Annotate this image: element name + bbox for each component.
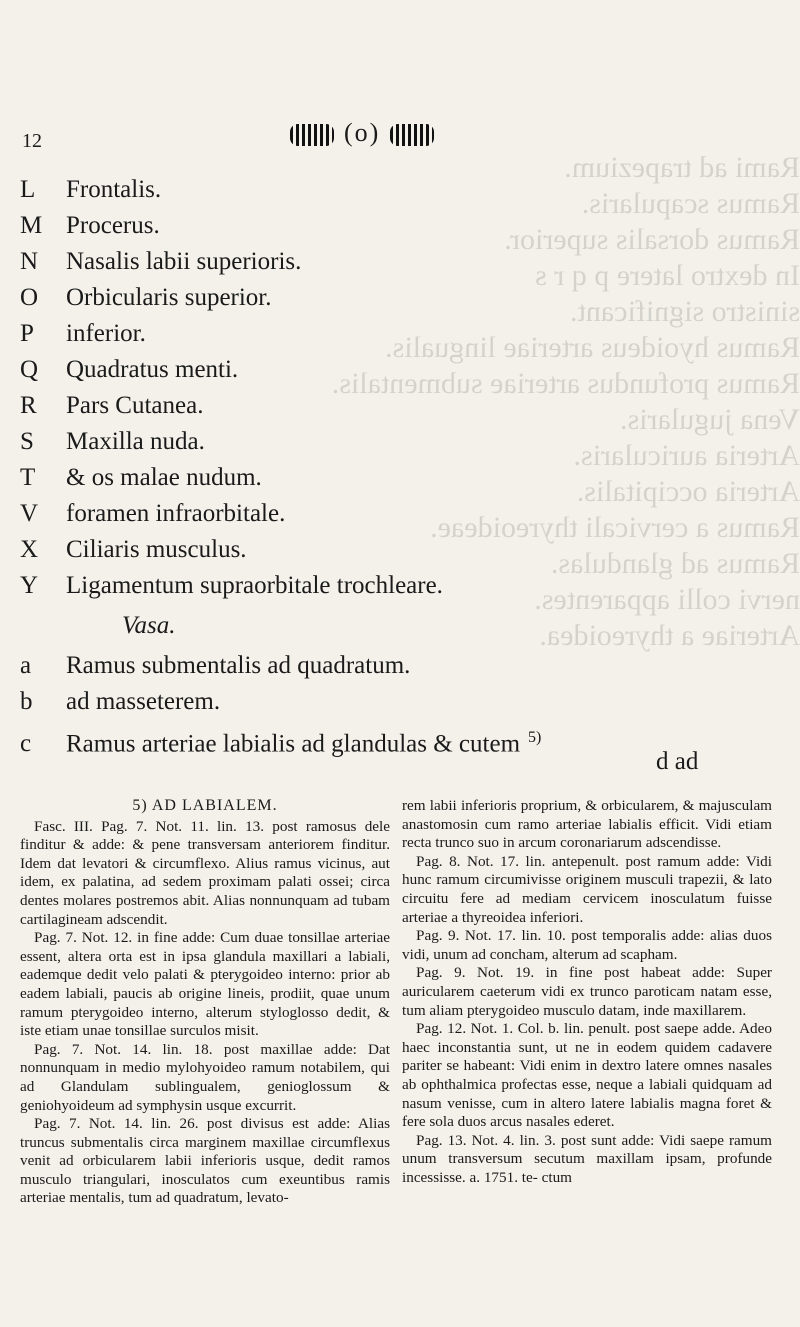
legend-text: Orbicularis superior. (66, 284, 272, 311)
vasa-text: Ramus submentalis ad quadratum. (66, 652, 411, 679)
vasa-heading: Vasa. (122, 612, 176, 639)
vasa-key: b (20, 688, 33, 715)
legend-item (20, 388, 780, 424)
legend-item (20, 568, 780, 604)
legend-item (20, 244, 780, 280)
legend-key: P (20, 320, 34, 347)
vasa-text: Ramus arteriae labialis ad glandulas & cutem (66, 730, 521, 758)
legend-text: Maxilla nuda. (66, 428, 205, 455)
footnotes-left-column (20, 797, 390, 1208)
bleed-through-text: Rami ad trapezium. Ramus scapularis. Ramus dorsalis superior. In dextro latere p q r s sinistro significant. Ramus hyoideus arteriae lingualis. Ramus profundus arteriae submentalis. Vena jugularis. Arteria auricularis. Arteria occipitalis. Ramus a cervicali thyreoideae. Ramus ad glandulas. nervi colli apparentes. Arteriae a thyreoidea. (331, 151, 800, 652)
legend-key: N (20, 248, 39, 275)
vasa-text: ad masseterem. (66, 688, 221, 715)
legend-key: R (20, 392, 37, 419)
legend-key: T (20, 464, 36, 491)
vasa-item (20, 684, 780, 720)
ornament-right-icon (390, 124, 434, 146)
legend-item (20, 496, 780, 532)
footnote-paragraph: Pag. 9. Not. 19. in fine post habeat adde: Super auricularem caeterum vidi ex trunco paroticam natam esse, tum aliam pterygoideo musculo datam, inde maxillarem. (402, 964, 772, 1019)
ornament-left-icon (290, 124, 334, 146)
footnote-title: 5) AD LABIALEM. (132, 797, 278, 814)
legend-key: S (20, 428, 34, 455)
footnote-paragraph: Pag. 7. Not. 14. lin. 18. post maxillae adde: Dat nonnunquam in medio mylohyoideo ramum notabilem, qui ad Glandulam sublingualem, genioglossum & geniohyoideum ad symphysin usque excurrit. (20, 1040, 390, 1114)
legend-key: Q (20, 356, 39, 383)
footnote-paragraph: Pag. 7. Not. 12. in fine adde: Cum duae tonsillae arteriae essent, altera orta est in ipsa glandula maxillari a labiali, eademque dedit velo palati & pterygoideo interno: prior ab eadem labiali, paucis ab origine lineis, prodiit, quae unum ramum pterygoideo interno, alterum styloglosso dedit, & iste etiam unae tonsillae surculos misit. (20, 929, 390, 1040)
legend-item (20, 208, 780, 244)
page-number: 12 (22, 130, 42, 152)
footnote-paragraph: Pag. 13. Not. 4. lin. 3. post sunt adde: Vidi saepe ramum unum transversum secutum maxillam ipsam, profunde incessisse. a. 1751. te- ctum (402, 1131, 772, 1186)
running-head (280, 118, 444, 148)
legend-text: inferior. (66, 320, 146, 347)
figure-legend (20, 172, 780, 756)
footnote-paragraph: Pag. 7. Not. 14. lin. 26. post divisus est adde: Alias truncus submentalis circa marginem maxillae circumflexus venit ad orbicularem labii inferioris usque, dedit ramos musculo triangulari, inosculatos cum exeuntibus ramis arteriae mentalis, tum ad quadratum, levato- (20, 1115, 390, 1207)
footnote-ref: 5) (528, 729, 542, 746)
legend-key: O (20, 284, 39, 311)
footnote-paragraph: rem labii inferioris proprium, & orbicularem, & majusculam anastomosin cum ramo arteriae labialis efficit. Vidi etiam recta trunco suo in arcum coronariarum adscendisse. (402, 797, 772, 852)
legend-text: Nasalis labii superioris. (66, 248, 302, 275)
running-head-text: (o) (344, 118, 381, 147)
footnote-paragraph: Fasc. III. Pag. 7. Not. 11. lin. 13. post ramosus dele finditur & adde: & pene transversam anteriorem finditur. Idem dat levatori & circumflexo. Alius ramus vicinus, aut idem, ex palatina, ad sedem proximam palati ossei; circa dentes molares postremos abit. Alias nonnunquam ad tubam cartilagineam adscendit. (20, 817, 390, 928)
legend-text: Quadratus menti. (66, 356, 239, 383)
legend-item (20, 172, 780, 208)
legend-text: Procerus. (66, 212, 160, 239)
legend-item (20, 352, 780, 388)
legend-item (20, 532, 780, 568)
legend-key: L (20, 176, 36, 203)
footnote-paragraph: Pag. 8. Not. 17. lin. antepenult. post ramum adde: Vidi hunc ramum circumivisse originem musculi trapezii, & lato circuitu fere ad mediam cervicem inosculatum fuisse arteriae a thyreoidea inferiori. (402, 852, 772, 926)
legend-key: M (20, 212, 43, 239)
legend-item (20, 316, 780, 352)
legend-text: foramen infraorbitale. (66, 500, 286, 527)
vasa-key: c (20, 730, 32, 758)
catchword: d ad (656, 748, 699, 775)
legend-text: & os malae nudum. (66, 464, 262, 491)
vasa-key: a (20, 652, 32, 679)
legend-text: Ciliaris musculus. (66, 536, 247, 563)
legend-item (20, 460, 780, 496)
page-header (0, 112, 800, 152)
legend-text: Frontalis. (66, 176, 162, 203)
legend-key: X (20, 536, 39, 563)
legend-item (20, 280, 780, 316)
footnotes-right-column (402, 797, 772, 1187)
footnote-paragraph: Pag. 12. Not. 1. Col. b. lin. penult. post saepe adde. Adeo haec inconstantia sunt, ut ne in eodem quidem cadavere pariter se habeant: Vidi enim in dextro latere omnes nasales ab ophthalmica profectas esse, neque a labiali quidquam ad nasum venisse, cum in altero latere labialis magna foret & fere sola duos arcus nasales ederet. (402, 1020, 772, 1131)
vasa-item (20, 648, 780, 684)
legend-item (20, 424, 780, 460)
legend-key: Y (20, 572, 39, 599)
footnote-paragraph: Pag. 9. Not. 17. lin. 10. post temporalis adde: alias duos vidi, unum ad concham, alterum ad scapham. (402, 927, 772, 963)
legend-text: Ligamentum supraorbitale trochleare. (66, 572, 443, 599)
legend-key: V (20, 500, 39, 527)
legend-text: Pars Cutanea. (66, 392, 204, 419)
